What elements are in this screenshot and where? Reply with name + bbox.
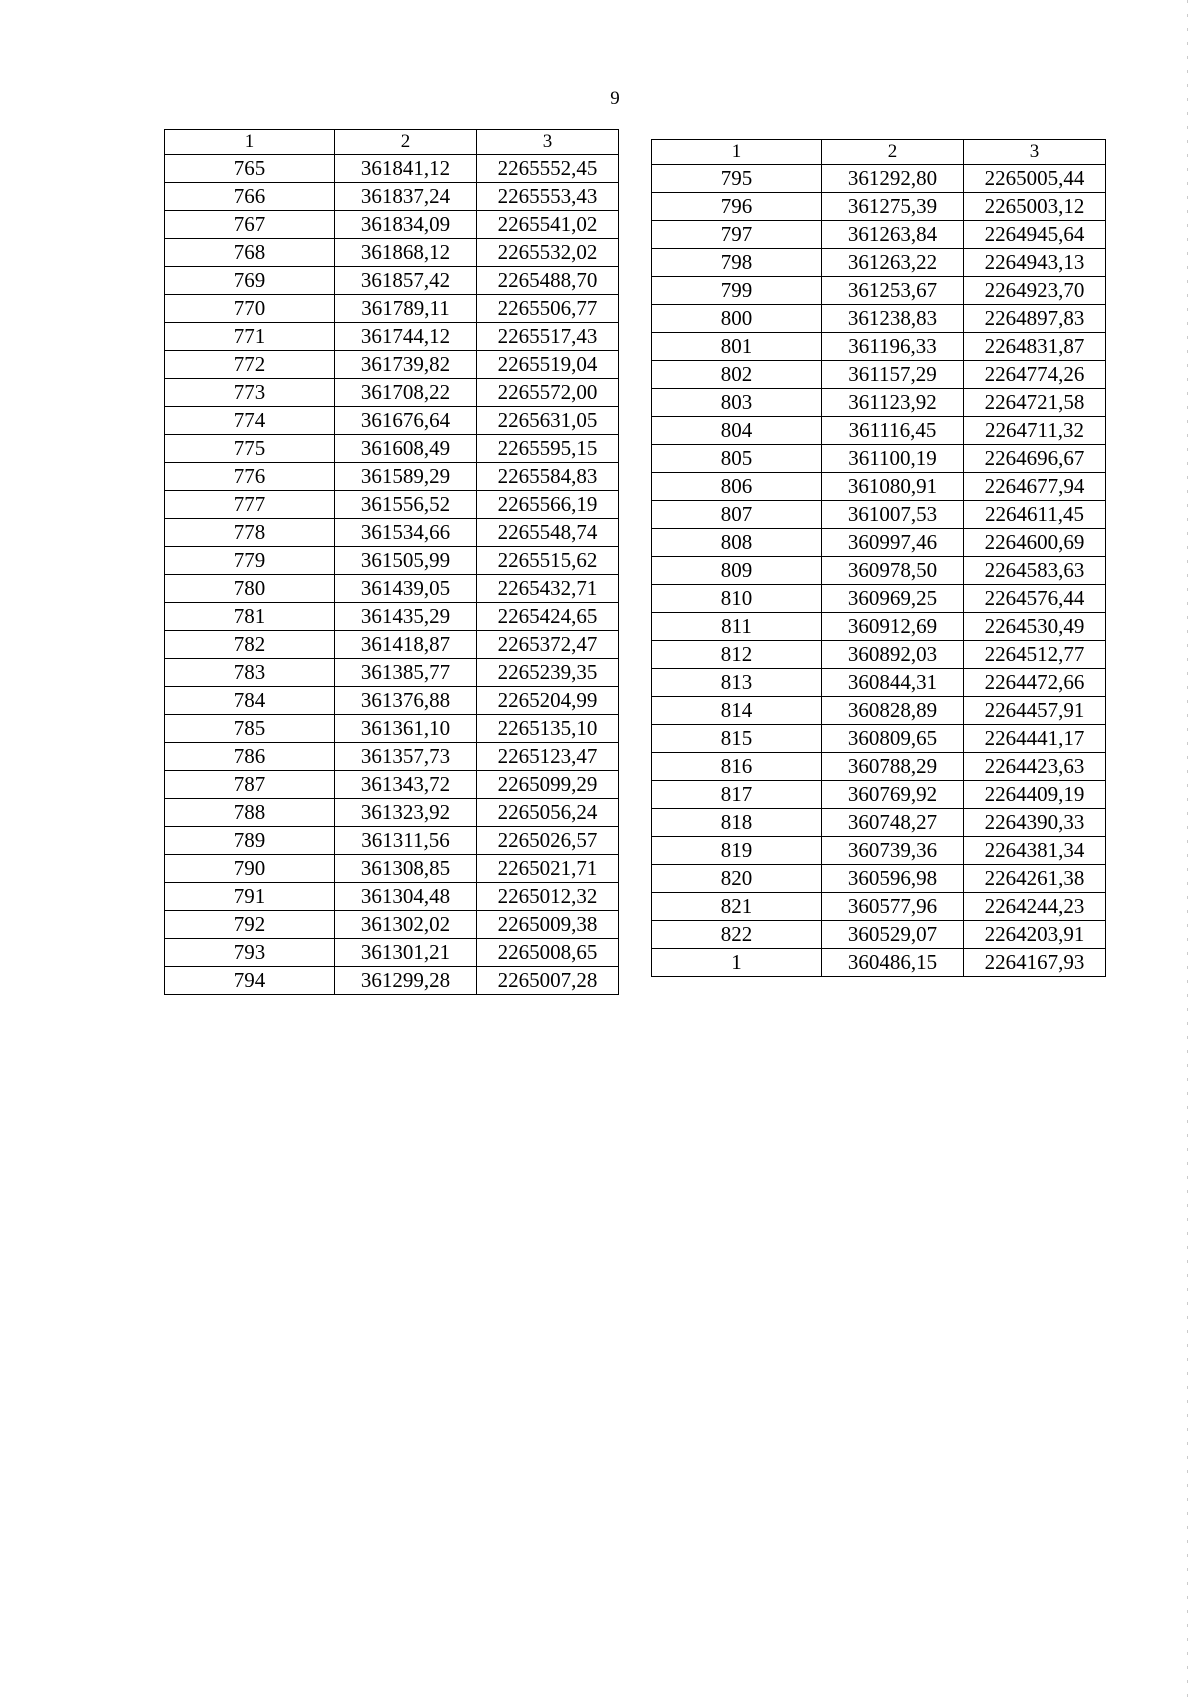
y-coordinate-cell: 2265056,24 <box>477 799 619 827</box>
y-coordinate-cell: 2265532,02 <box>477 239 619 267</box>
x-coordinate-cell: 360596,98 <box>822 865 964 893</box>
point-number-cell: 821 <box>652 893 822 921</box>
x-coordinate-cell: 361343,72 <box>335 771 477 799</box>
coordinates-table-right <box>651 139 1106 977</box>
point-number-cell: 794 <box>165 967 335 995</box>
x-coordinate-cell: 360978,50 <box>822 557 964 585</box>
y-coordinate-cell: 2265566,19 <box>477 491 619 519</box>
y-coordinate-cell: 2264945,64 <box>964 221 1106 249</box>
table-row <box>652 585 1106 613</box>
y-coordinate-cell: 2265372,47 <box>477 631 619 659</box>
y-coordinate-cell: 2264583,63 <box>964 557 1106 585</box>
y-coordinate-cell: 2265553,43 <box>477 183 619 211</box>
x-coordinate-cell: 361301,21 <box>335 939 477 967</box>
y-coordinate-cell: 2264600,69 <box>964 529 1106 557</box>
x-coordinate-cell: 361676,64 <box>335 407 477 435</box>
x-coordinate-cell: 360969,25 <box>822 585 964 613</box>
table-row <box>652 669 1106 697</box>
point-number-cell: 793 <box>165 939 335 967</box>
y-coordinate-cell: 2265239,35 <box>477 659 619 687</box>
point-number-cell: 797 <box>652 221 822 249</box>
x-coordinate-cell: 361238,83 <box>822 305 964 333</box>
column-header-3: 3 <box>477 130 619 155</box>
point-number-cell: 802 <box>652 361 822 389</box>
y-coordinate-cell: 2265572,00 <box>477 379 619 407</box>
table-row <box>652 557 1106 585</box>
table-row <box>652 893 1106 921</box>
y-coordinate-cell: 2264576,44 <box>964 585 1106 613</box>
y-coordinate-cell: 2265548,74 <box>477 519 619 547</box>
table-row <box>165 631 619 659</box>
y-coordinate-cell: 2265584,83 <box>477 463 619 491</box>
table-row <box>652 809 1106 837</box>
table-row <box>165 659 619 687</box>
x-coordinate-cell: 360912,69 <box>822 613 964 641</box>
y-coordinate-cell: 2265541,02 <box>477 211 619 239</box>
y-coordinate-cell: 2265005,44 <box>964 165 1106 193</box>
table-row <box>165 491 619 519</box>
point-number-cell: 817 <box>652 781 822 809</box>
y-coordinate-cell: 2265099,29 <box>477 771 619 799</box>
point-number-cell: 784 <box>165 687 335 715</box>
point-number-cell: 766 <box>165 183 335 211</box>
x-coordinate-cell: 361505,99 <box>335 547 477 575</box>
point-number-cell: 765 <box>165 155 335 183</box>
y-coordinate-cell: 2265595,15 <box>477 435 619 463</box>
y-coordinate-cell: 2265026,57 <box>477 827 619 855</box>
x-coordinate-cell: 360788,29 <box>822 753 964 781</box>
y-coordinate-cell: 2264441,17 <box>964 725 1106 753</box>
point-number-cell: 783 <box>165 659 335 687</box>
y-coordinate-cell: 2264897,83 <box>964 305 1106 333</box>
scan-edge-artifact <box>1187 0 1188 1705</box>
y-coordinate-cell: 2264381,34 <box>964 837 1106 865</box>
point-number-cell: 822 <box>652 921 822 949</box>
x-coordinate-cell: 361275,39 <box>822 193 964 221</box>
x-coordinate-cell: 360529,07 <box>822 921 964 949</box>
point-number-cell: 814 <box>652 697 822 725</box>
y-coordinate-cell: 2264943,13 <box>964 249 1106 277</box>
point-number-cell: 1 <box>652 949 822 977</box>
y-coordinate-cell: 2264457,91 <box>964 697 1106 725</box>
y-coordinate-cell: 2265021,71 <box>477 855 619 883</box>
y-coordinate-cell: 2264409,19 <box>964 781 1106 809</box>
x-coordinate-cell: 361868,12 <box>335 239 477 267</box>
point-number-cell: 771 <box>165 323 335 351</box>
y-coordinate-cell: 2265204,99 <box>477 687 619 715</box>
x-coordinate-cell: 361292,80 <box>822 165 964 193</box>
point-number-cell: 776 <box>165 463 335 491</box>
point-number-cell: 808 <box>652 529 822 557</box>
x-coordinate-cell: 361385,77 <box>335 659 477 687</box>
point-number-cell: 780 <box>165 575 335 603</box>
point-number-cell: 819 <box>652 837 822 865</box>
table-row <box>165 519 619 547</box>
table-row <box>652 949 1106 977</box>
point-number-cell: 781 <box>165 603 335 631</box>
column-header-1: 1 <box>652 140 822 165</box>
point-number-cell: 811 <box>652 613 822 641</box>
table-row <box>165 575 619 603</box>
table-row <box>165 323 619 351</box>
table-row <box>165 799 619 827</box>
y-coordinate-cell: 2264696,67 <box>964 445 1106 473</box>
table-row <box>652 165 1106 193</box>
table-row <box>652 305 1106 333</box>
point-number-cell: 810 <box>652 585 822 613</box>
table-row <box>165 939 619 967</box>
column-header-2: 2 <box>822 140 964 165</box>
table-row <box>652 921 1106 949</box>
point-number-cell: 800 <box>652 305 822 333</box>
y-coordinate-cell: 2265488,70 <box>477 267 619 295</box>
point-number-cell: 807 <box>652 501 822 529</box>
table-row <box>165 715 619 743</box>
point-number-cell: 809 <box>652 557 822 585</box>
x-coordinate-cell: 361263,84 <box>822 221 964 249</box>
point-number-cell: 795 <box>652 165 822 193</box>
table-row <box>652 781 1106 809</box>
table-row <box>165 295 619 323</box>
table-row <box>652 501 1106 529</box>
x-coordinate-cell: 361311,56 <box>335 827 477 855</box>
point-number-cell: 812 <box>652 641 822 669</box>
table-row <box>165 183 619 211</box>
x-coordinate-cell: 361534,66 <box>335 519 477 547</box>
y-coordinate-cell: 2265009,38 <box>477 911 619 939</box>
point-number-cell: 772 <box>165 351 335 379</box>
y-coordinate-cell: 2265517,43 <box>477 323 619 351</box>
point-number-cell: 805 <box>652 445 822 473</box>
point-number-cell: 790 <box>165 855 335 883</box>
point-number-cell: 785 <box>165 715 335 743</box>
table-row <box>165 603 619 631</box>
y-coordinate-cell: 2265003,12 <box>964 193 1106 221</box>
y-coordinate-cell: 2264244,23 <box>964 893 1106 921</box>
table-row <box>652 697 1106 725</box>
x-coordinate-cell: 361116,45 <box>822 417 964 445</box>
y-coordinate-cell: 2264677,94 <box>964 473 1106 501</box>
table-row <box>165 435 619 463</box>
x-coordinate-cell: 361123,92 <box>822 389 964 417</box>
point-number-cell: 791 <box>165 883 335 911</box>
x-coordinate-cell: 361589,29 <box>335 463 477 491</box>
x-coordinate-cell: 360739,36 <box>822 837 964 865</box>
table-row <box>165 407 619 435</box>
point-number-cell: 775 <box>165 435 335 463</box>
y-coordinate-cell: 2265631,05 <box>477 407 619 435</box>
x-coordinate-cell: 361744,12 <box>335 323 477 351</box>
page-number: 9 <box>610 88 620 109</box>
y-coordinate-cell: 2264203,91 <box>964 921 1106 949</box>
point-number-cell: 769 <box>165 267 335 295</box>
x-coordinate-cell: 361299,28 <box>335 967 477 995</box>
point-number-cell: 813 <box>652 669 822 697</box>
x-coordinate-cell: 361357,73 <box>335 743 477 771</box>
y-coordinate-cell: 2264774,26 <box>964 361 1106 389</box>
point-number-cell: 773 <box>165 379 335 407</box>
x-coordinate-cell: 361739,82 <box>335 351 477 379</box>
table-header-row <box>652 140 1106 165</box>
x-coordinate-cell: 361857,42 <box>335 267 477 295</box>
x-coordinate-cell: 361253,67 <box>822 277 964 305</box>
table-row <box>165 463 619 491</box>
table-row <box>652 445 1106 473</box>
column-header-1: 1 <box>165 130 335 155</box>
table-row <box>165 827 619 855</box>
y-coordinate-cell: 2264261,38 <box>964 865 1106 893</box>
table-row <box>652 473 1106 501</box>
point-number-cell: 792 <box>165 911 335 939</box>
x-coordinate-cell: 361080,91 <box>822 473 964 501</box>
x-coordinate-cell: 360828,89 <box>822 697 964 725</box>
column-header-2: 2 <box>335 130 477 155</box>
table-row <box>652 725 1106 753</box>
point-number-cell: 779 <box>165 547 335 575</box>
point-number-cell: 778 <box>165 519 335 547</box>
point-number-cell: 799 <box>652 277 822 305</box>
table-row <box>165 379 619 407</box>
table-row <box>165 351 619 379</box>
table-row <box>165 687 619 715</box>
y-coordinate-cell: 2264711,32 <box>964 417 1106 445</box>
x-coordinate-cell: 361376,88 <box>335 687 477 715</box>
y-coordinate-cell: 2265135,10 <box>477 715 619 743</box>
y-coordinate-cell: 2265506,77 <box>477 295 619 323</box>
point-number-cell: 798 <box>652 249 822 277</box>
point-number-cell: 789 <box>165 827 335 855</box>
y-coordinate-cell: 2264831,87 <box>964 333 1106 361</box>
y-coordinate-cell: 2264923,70 <box>964 277 1106 305</box>
table-row <box>652 529 1106 557</box>
y-coordinate-cell: 2265012,32 <box>477 883 619 911</box>
y-coordinate-cell: 2265123,47 <box>477 743 619 771</box>
table-row <box>652 641 1106 669</box>
y-coordinate-cell: 2265424,65 <box>477 603 619 631</box>
table-row <box>165 771 619 799</box>
x-coordinate-cell: 361841,12 <box>335 155 477 183</box>
table-row <box>652 417 1106 445</box>
y-coordinate-cell: 2264423,63 <box>964 753 1106 781</box>
x-coordinate-cell: 360486,15 <box>822 949 964 977</box>
point-number-cell: 815 <box>652 725 822 753</box>
y-coordinate-cell: 2264167,93 <box>964 949 1106 977</box>
y-coordinate-cell: 2265432,71 <box>477 575 619 603</box>
table-row <box>652 333 1106 361</box>
x-coordinate-cell: 361361,10 <box>335 715 477 743</box>
point-number-cell: 818 <box>652 809 822 837</box>
point-number-cell: 777 <box>165 491 335 519</box>
x-coordinate-cell: 361196,33 <box>822 333 964 361</box>
x-coordinate-cell: 361308,85 <box>335 855 477 883</box>
y-coordinate-cell: 2264721,58 <box>964 389 1106 417</box>
point-number-cell: 801 <box>652 333 822 361</box>
table-header-row <box>165 130 619 155</box>
x-coordinate-cell: 361007,53 <box>822 501 964 529</box>
x-coordinate-cell: 361834,09 <box>335 211 477 239</box>
point-number-cell: 768 <box>165 239 335 267</box>
x-coordinate-cell: 361837,24 <box>335 183 477 211</box>
point-number-cell: 804 <box>652 417 822 445</box>
y-coordinate-cell: 2264390,33 <box>964 809 1106 837</box>
x-coordinate-cell: 361608,49 <box>335 435 477 463</box>
coordinates-table-left <box>164 129 619 995</box>
table-row <box>652 613 1106 641</box>
table-row <box>652 753 1106 781</box>
y-coordinate-cell: 2265519,04 <box>477 351 619 379</box>
table-row <box>652 221 1106 249</box>
table-row <box>652 249 1106 277</box>
table-row <box>652 277 1106 305</box>
x-coordinate-cell: 360892,03 <box>822 641 964 669</box>
table-row <box>165 911 619 939</box>
table-row <box>652 361 1106 389</box>
table-row <box>165 547 619 575</box>
y-coordinate-cell: 2265552,45 <box>477 155 619 183</box>
x-coordinate-cell: 361435,29 <box>335 603 477 631</box>
point-number-cell: 774 <box>165 407 335 435</box>
x-coordinate-cell: 361302,02 <box>335 911 477 939</box>
x-coordinate-cell: 360748,27 <box>822 809 964 837</box>
point-number-cell: 786 <box>165 743 335 771</box>
x-coordinate-cell: 361439,05 <box>335 575 477 603</box>
point-number-cell: 796 <box>652 193 822 221</box>
point-number-cell: 816 <box>652 753 822 781</box>
table-row <box>652 837 1106 865</box>
table-row <box>165 267 619 295</box>
table-row <box>165 211 619 239</box>
column-header-3: 3 <box>964 140 1106 165</box>
point-number-cell: 770 <box>165 295 335 323</box>
table-row <box>165 155 619 183</box>
point-number-cell: 820 <box>652 865 822 893</box>
point-number-cell: 782 <box>165 631 335 659</box>
y-coordinate-cell: 2264530,49 <box>964 613 1106 641</box>
table-row <box>165 239 619 267</box>
x-coordinate-cell: 360809,65 <box>822 725 964 753</box>
y-coordinate-cell: 2264472,66 <box>964 669 1106 697</box>
x-coordinate-cell: 361789,11 <box>335 295 477 323</box>
x-coordinate-cell: 361323,92 <box>335 799 477 827</box>
point-number-cell: 806 <box>652 473 822 501</box>
x-coordinate-cell: 360844,31 <box>822 669 964 697</box>
x-coordinate-cell: 361556,52 <box>335 491 477 519</box>
x-coordinate-cell: 361263,22 <box>822 249 964 277</box>
table-row <box>652 389 1106 417</box>
x-coordinate-cell: 361304,48 <box>335 883 477 911</box>
x-coordinate-cell: 361100,19 <box>822 445 964 473</box>
point-number-cell: 803 <box>652 389 822 417</box>
x-coordinate-cell: 361708,22 <box>335 379 477 407</box>
point-number-cell: 788 <box>165 799 335 827</box>
table-row <box>652 865 1106 893</box>
x-coordinate-cell: 360577,96 <box>822 893 964 921</box>
x-coordinate-cell: 360997,46 <box>822 529 964 557</box>
y-coordinate-cell: 2264611,45 <box>964 501 1106 529</box>
x-coordinate-cell: 361157,29 <box>822 361 964 389</box>
table-row <box>165 743 619 771</box>
table-row <box>652 193 1106 221</box>
table-row <box>165 967 619 995</box>
table-row <box>165 855 619 883</box>
x-coordinate-cell: 360769,92 <box>822 781 964 809</box>
point-number-cell: 787 <box>165 771 335 799</box>
y-coordinate-cell: 2264512,77 <box>964 641 1106 669</box>
y-coordinate-cell: 2265515,62 <box>477 547 619 575</box>
x-coordinate-cell: 361418,87 <box>335 631 477 659</box>
y-coordinate-cell: 2265008,65 <box>477 939 619 967</box>
point-number-cell: 767 <box>165 211 335 239</box>
y-coordinate-cell: 2265007,28 <box>477 967 619 995</box>
table-row <box>165 883 619 911</box>
